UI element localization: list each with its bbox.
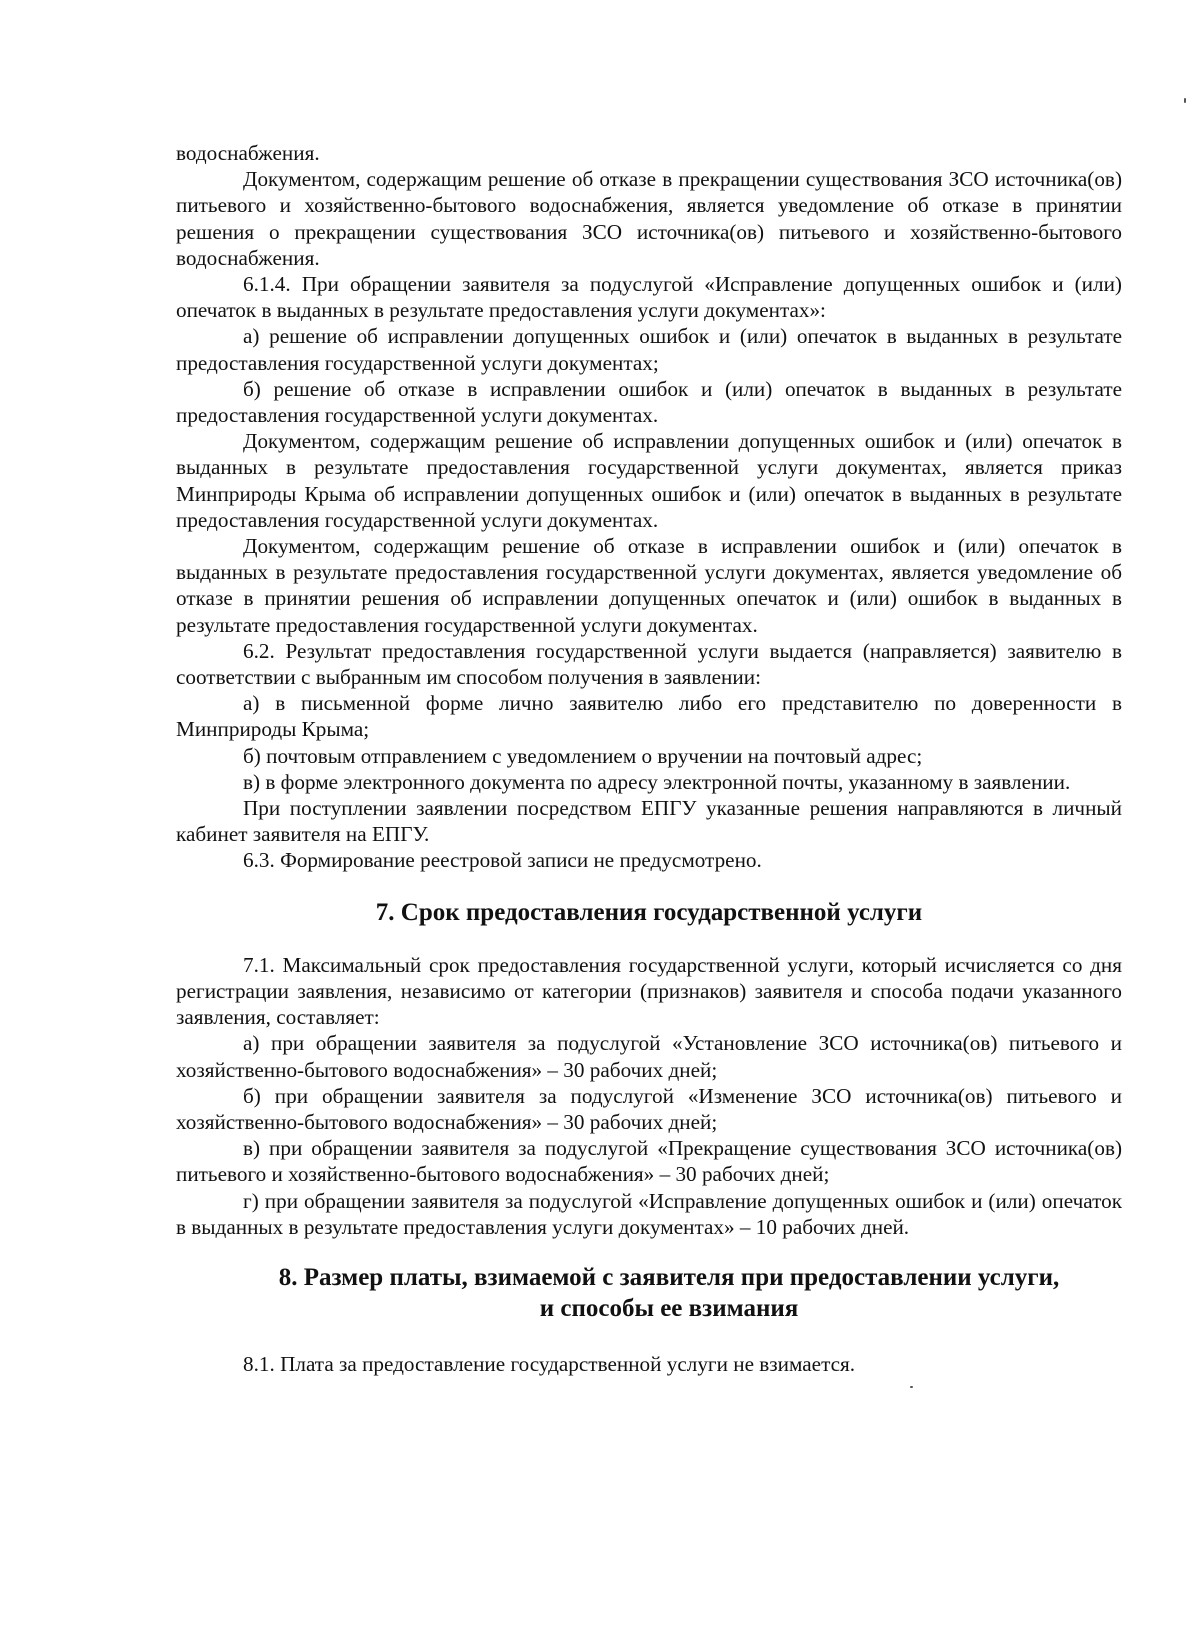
paragraph: 8.1. Плата за предоставление государственной услуги не взимается.: [243, 1351, 856, 1376]
list-item: б) решение об отказе в исправлении ошибок и (или) опечаток в выданных в результате предоставления государственной услуги документах.: [176, 376, 1122, 428]
list-item: в) в форме электронного документа по адресу электронной почты, указанному в заявлении.: [243, 769, 1071, 794]
section-8-title-line-1: 8. Размер платы, взимаемой с заявителя при предоставлении услуги,: [278, 1263, 1060, 1291]
paragraph: Документом, содержащим решение об исправлении допущенных ошибок и (или) опечаток в выданных в результате предоставления государственной услуги документах, является приказ Минприроды Крыма об исправлении допущенных ошибок и (или) опечаток в выданных в результате предоставления государственной услуги документах.: [176, 429, 1122, 532]
document-page: [176, 140, 1122, 1377]
list-item: г) при обращении заявителя за подуслугой «Исправление допущенных ошибок и (или) опечаток в выданных в результате предоставления услуги документах» – 10 рабочих дней.: [176, 1188, 1122, 1239]
list-item: а) при обращении заявителя за подуслугой «Установление ЗСО источника(ов) питьевого и хозяйственно-бытового водоснабжения» – 30 рабочих дней;: [176, 1031, 1122, 1082]
paragraph: 6.1.4. При обращении заявителя за подуслугой «Исправление допущенных ошибок и (или) опечаток в выданных в результате предоставления услуги документах»:: [176, 272, 1122, 323]
section-8-title-line-2: и способы ее взимания: [539, 1294, 799, 1322]
paragraph: водоснабжения.: [176, 141, 320, 165]
list-item: а) решение об исправлении допущенных ошибок и (или) опечаток в выданных в результате предоставления государственной услуги документах;: [176, 324, 1122, 375]
paragraph: При поступлении заявлении посредством ЕПГУ указанные решения направляются в личный кабинет заявителя на ЕПГУ.: [176, 796, 1122, 847]
paragraph: Документом, содержащим решение об отказе в прекращении существования ЗСО источника(ов) питьевого и хозяйственно-бытового водоснабжения, является уведомление об отказе в принятии решения о прекращении существования ЗСО источника(ов) питьевого и хозяйственно-бытового водоснабжения.: [176, 167, 1122, 270]
section-8-title: [176, 1262, 1122, 1324]
paragraph: 6.2. Результат предоставления государственной услуги выдается (направляется) заявителю в соответствии с выбранным им способом получения в заявлении:: [176, 638, 1122, 690]
list-item: б) почтовым отправлением с уведомлением о вручении на почтовый адрес;: [243, 743, 923, 768]
list-item: в) при обращении заявителя за подуслугой «Прекращение существования ЗСО источника(ов) питьевого и хозяйственно-бытового водоснабжения» – 30 рабочих дней;: [176, 1136, 1122, 1187]
paragraph: 6.3. Формирование реестровой записи не предусмотрено.: [243, 848, 762, 873]
scan-speck: [910, 1386, 913, 1388]
scan-speck: [1184, 98, 1186, 103]
paragraph: Документом, содержащим решение об отказе в исправлении ошибок и (или) опечаток в выданных в результате предоставления государственной услуги документах, является уведомление об отказе в принятии решения об исправлении допущенных опечаток и (или) ошибок в выданных в результате предоставления государственной услуги документах.: [176, 534, 1122, 637]
paragraph: 7.1. Максимальный срок предоставления государственной услуги, который исчисляется со дня регистрации заявления, независимо от категории (признаков) заявителя и способа подачи указанного заявления, составляет:: [176, 952, 1122, 1030]
list-item: б) при обращении заявителя за подуслугой «Изменение ЗСО источника(ов) питьевого и хозяйственно-бытового водоснабжения» – 30 рабочих дней;: [176, 1083, 1122, 1134]
list-item: а) в письменной форме лично заявителю либо его представителю по доверенности в Минприроды Крыма;: [176, 691, 1122, 742]
section-7-title: 7. Срок предоставления государственной услуги: [375, 898, 923, 926]
